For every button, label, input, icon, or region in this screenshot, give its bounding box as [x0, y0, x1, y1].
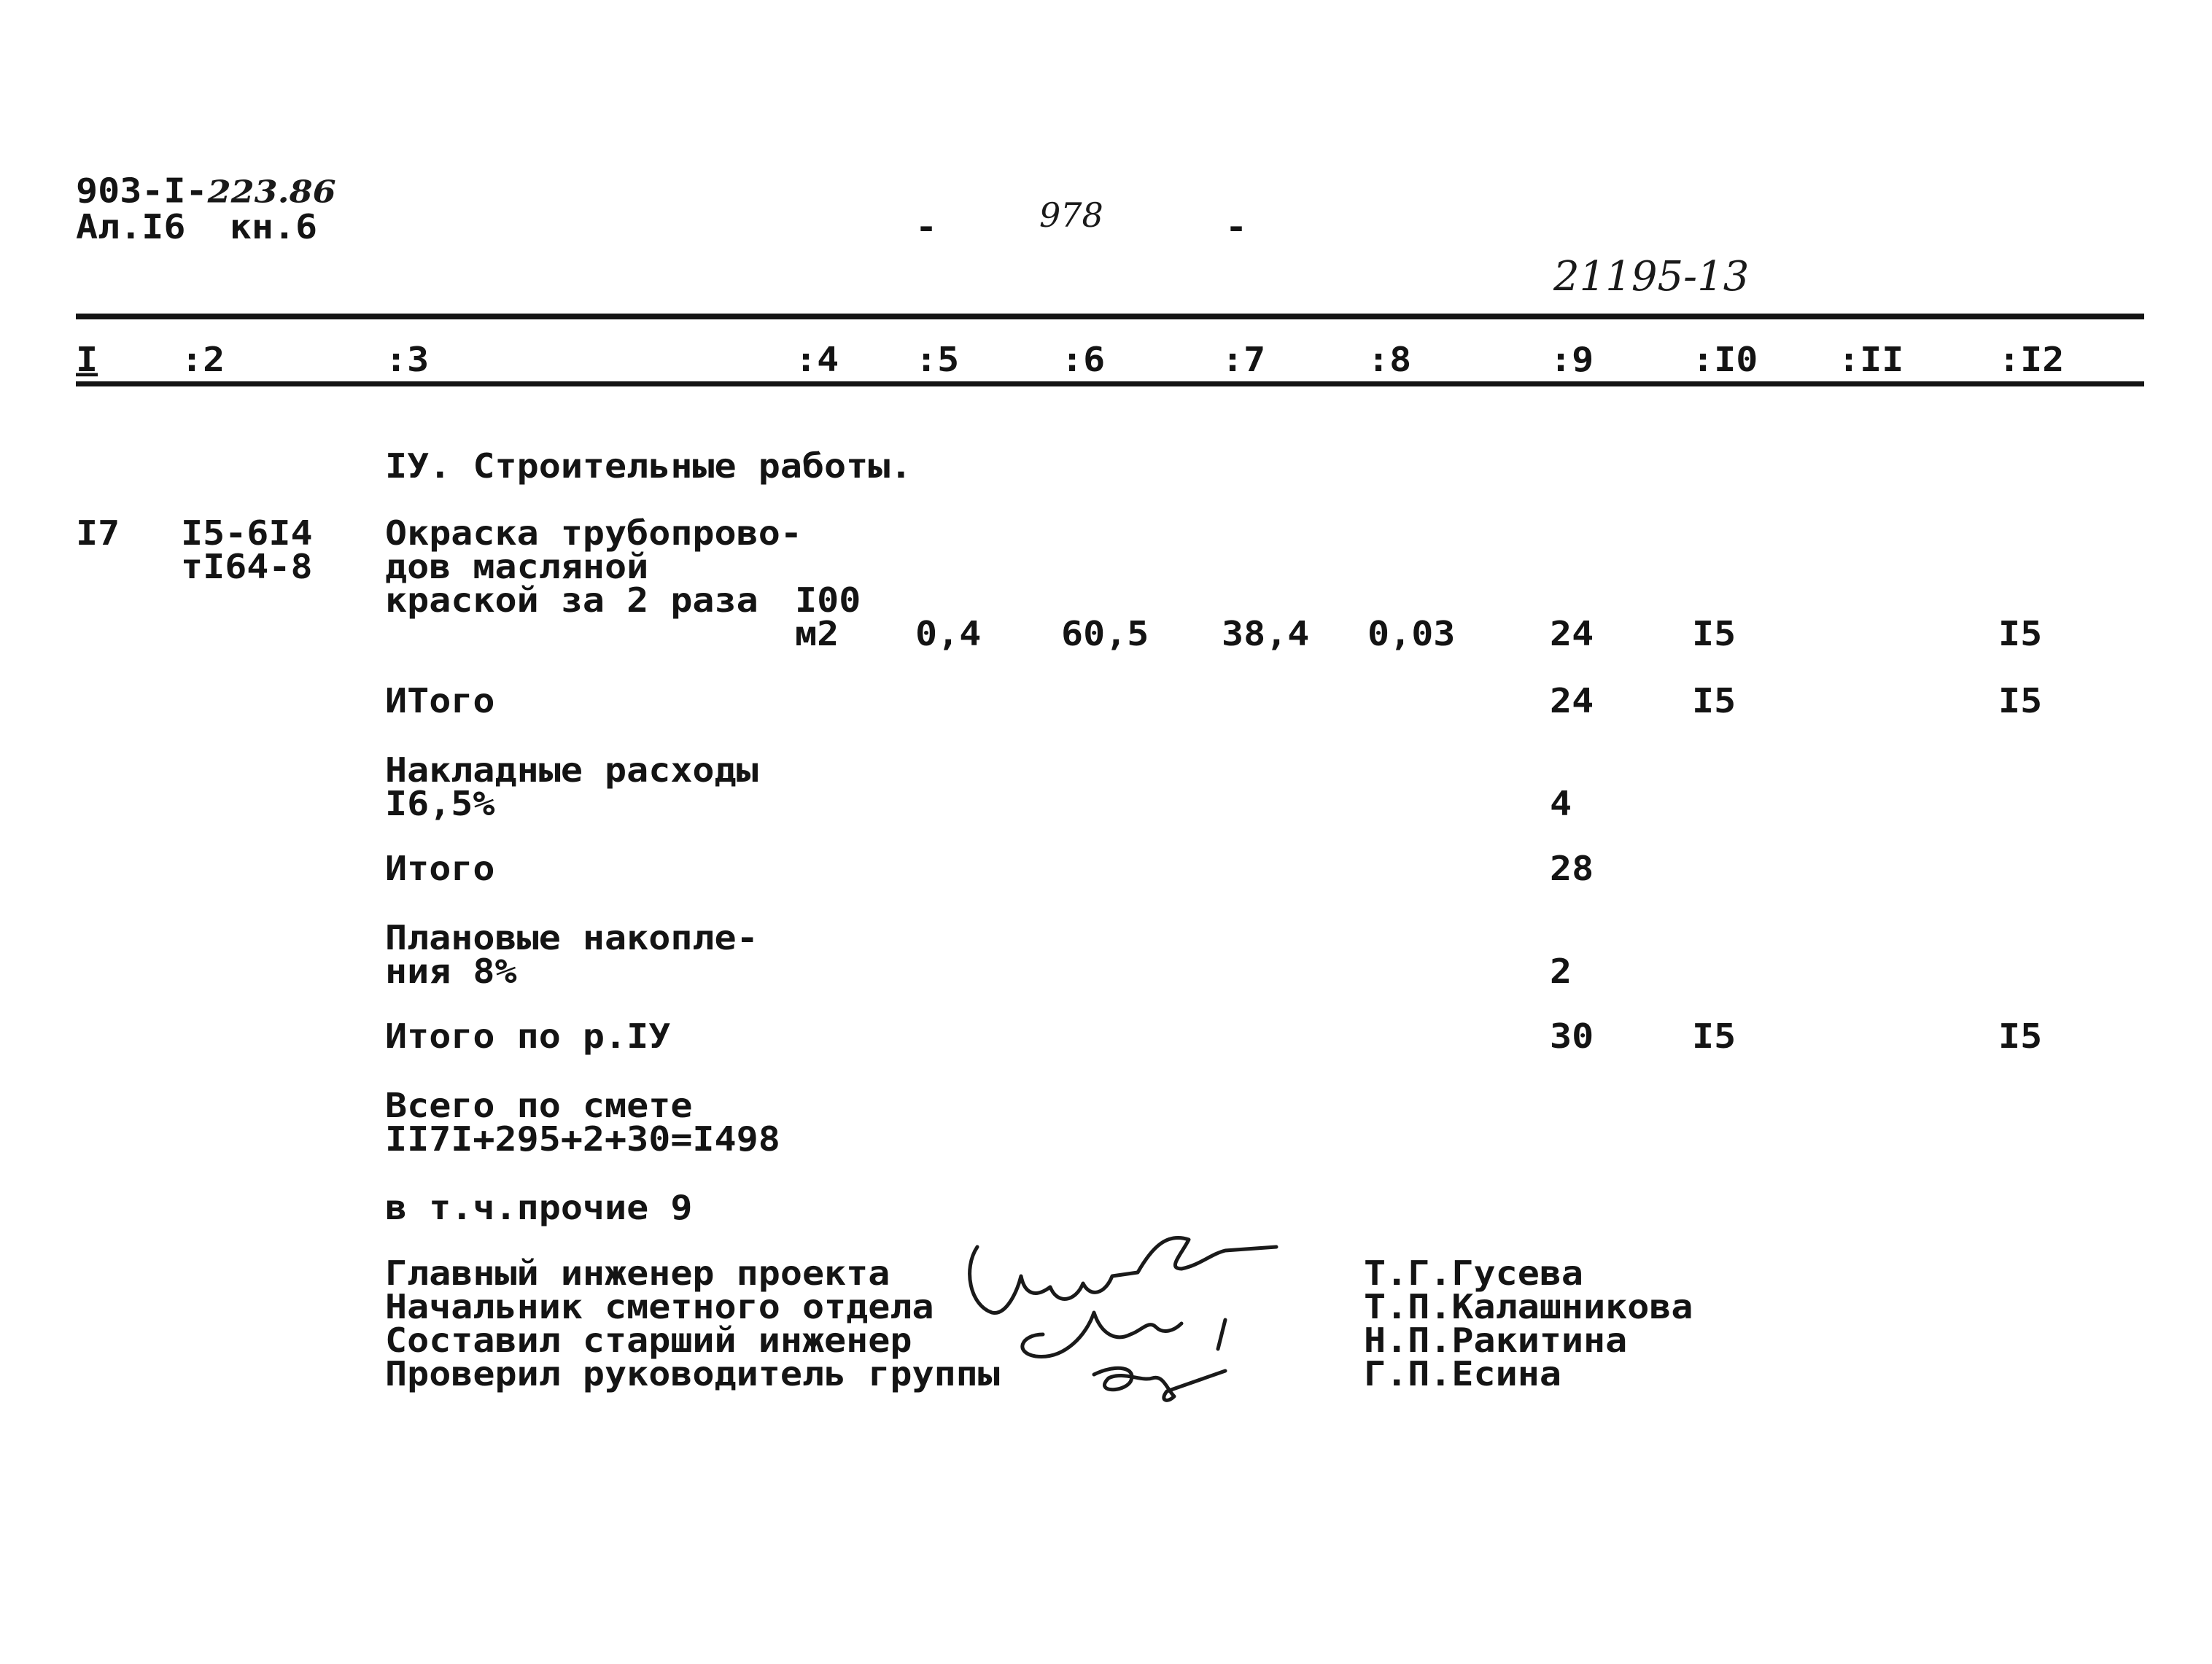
signature-role-2: Начальник сметного отдела — [385, 1287, 934, 1326]
signature-name-4: Г.П.Есина — [1364, 1354, 1561, 1393]
column-header-10: :I0 — [1692, 340, 1758, 379]
row-name-line-3: краской за 2 раза — [385, 580, 758, 620]
signature-1-scribble — [970, 1237, 1276, 1313]
overhead-label-line-2: I6,5% — [385, 784, 495, 823]
row-number: I7 — [76, 513, 120, 553]
inventory-number: 21195-13 — [1553, 253, 1750, 300]
signature-name-3: Н.П.Ракитина — [1364, 1321, 1628, 1360]
handwritten-signatures — [948, 1225, 1327, 1415]
section-title: IУ. Строительные работы. — [385, 446, 912, 486]
signature-role-4: Проверил руководитель группы — [385, 1354, 1000, 1393]
column-header-8: :8 — [1367, 340, 1412, 379]
itogo-col-10: I5 — [1692, 681, 1736, 720]
planned-label-line-1: Плановые накопле- — [385, 918, 758, 957]
column-header-4: :4 — [795, 340, 839, 379]
grand-total-label-line-1: Всего по смете — [385, 1086, 693, 1125]
column-header-6: :6 — [1061, 340, 1106, 379]
page-dash-right: - — [1225, 207, 1248, 246]
overhead-col-9: 4 — [1550, 784, 1572, 823]
itogo-2-col-9: 28 — [1550, 849, 1594, 888]
itogo-2-label: Итого — [385, 849, 495, 888]
column-header-1: I — [76, 340, 98, 379]
row-col-8: 0,03 — [1367, 614, 1456, 653]
top-rule — [76, 314, 2144, 319]
doc-number-printed: 903-I- — [76, 171, 208, 211]
doc-number — [76, 171, 336, 211]
row-code-line-1: I5-6I4 — [181, 513, 313, 553]
column-header-11: :II — [1838, 340, 1904, 379]
row-col-10: I5 — [1692, 614, 1736, 653]
page-dash-left: - — [915, 207, 938, 246]
row-name-line-1: Окраска трубопрово- — [385, 513, 802, 553]
signature-name-1: Т.Г.Гусева — [1364, 1253, 1584, 1293]
planned-col-9: 2 — [1550, 952, 1572, 991]
column-header-7: :7 — [1222, 340, 1266, 379]
album-label: Ал.I6 кн.6 — [76, 207, 318, 246]
row-code-line-2: тI64-8 — [181, 547, 313, 586]
itogo-col-9: 24 — [1550, 681, 1594, 720]
row-unit-line-1: I00 — [795, 580, 861, 620]
page-number: 978 — [1039, 195, 1103, 235]
column-header-12: :I2 — [1998, 340, 2065, 379]
row-unit-line-2: м2 — [795, 614, 839, 653]
doc-number-handwritten: 223.86 — [207, 174, 336, 210]
itogo-label: ИТого — [385, 681, 495, 720]
section-total-col-10: I5 — [1692, 1016, 1736, 1056]
including-other: в т.ч.прочие 9 — [385, 1188, 693, 1227]
row-name-line-2: дов масляной — [385, 547, 649, 586]
row-quantity: 0,4 — [915, 614, 982, 653]
section-total-label: Итого по р.IУ — [385, 1016, 671, 1056]
overhead-label-line-1: Накладные расходы — [385, 750, 758, 790]
row-col-9: 24 — [1550, 614, 1594, 653]
column-header-5: :5 — [915, 340, 960, 379]
signature-role-1: Главный инженер проекта — [385, 1253, 890, 1293]
section-total-col-9: 30 — [1550, 1016, 1594, 1056]
column-header-2: :2 — [181, 340, 225, 379]
section-total-col-12: I5 — [1998, 1016, 2043, 1056]
grand-total-label-line-2: II7I+295+2+30=I498 — [385, 1119, 780, 1159]
column-header-rule — [76, 381, 2144, 386]
row-col-6: 60,5 — [1061, 614, 1149, 653]
itogo-col-12: I5 — [1998, 681, 2043, 720]
signature-role-3: Составил старший инженер — [385, 1321, 912, 1360]
signature-2-scribble — [1022, 1313, 1225, 1356]
signature-name-2: Т.П.Калашникова — [1364, 1287, 1693, 1326]
planned-label-line-2: ния 8% — [385, 952, 517, 991]
row-col-7: 38,4 — [1222, 614, 1310, 653]
column-header-9: :9 — [1550, 340, 1594, 379]
column-header-3: :3 — [385, 340, 430, 379]
row-col-12: I5 — [1998, 614, 2043, 653]
signature-3-scribble — [1094, 1368, 1225, 1400]
